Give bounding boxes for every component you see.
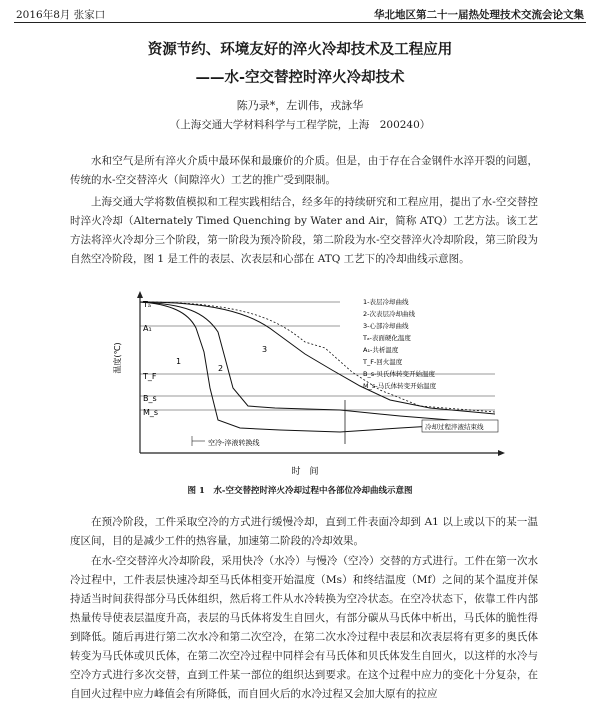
curve-label-3: 3 [262, 345, 268, 354]
legend-item: B_s-贝氏体转变开始温度 [363, 370, 435, 378]
cooling-curve-figure [100, 288, 510, 483]
paragraph-atq-method: 上海交通大学将数值模拟和工程实践相结合，经多年的持续研究和工程应用，提出了水-空交替控时淬火冷却（Alternately Timed Quenching by Water and Air，简称 ATQ）工艺方法。该工艺方法将淬火冷却分三个阶段，第一阶段为预冷阶段，第二阶段为水-空交替淬火冷却阶段，第三阶段为自然空冷阶段，图 1 是工件的表层、次表层和心部在 ATQ 工艺下的冷却曲线示意图。 [70, 196, 538, 265]
curve-3-core [140, 302, 495, 414]
legend-item: 1-表层冷却曲线 [363, 298, 409, 306]
curve-1-surface [140, 302, 495, 432]
figure-caption: 图 1 水-空交替控时淬火冷却过程中各部位冷却曲线示意图 [187, 486, 413, 496]
legend-item: T_F-回火温度 [363, 358, 403, 366]
legend-item: 2-次表层冷却曲线 [363, 310, 415, 318]
legend-item: A₁-共析温度 [363, 346, 399, 354]
header-proceedings-title: 华北地区第二十一届热处理技术交流会论文集 [374, 9, 584, 21]
curve-2-subsurface [140, 302, 495, 422]
x-axis-arrow [498, 450, 505, 456]
header-date-location: 2016年8月 张家口 [16, 9, 106, 21]
legend-item: M_s-马氏体转变开始温度 [363, 382, 437, 390]
affiliation: （上海交通大学材料科学与工程学院，上海 200240） [169, 119, 431, 131]
paper-title: 资源节约、环境友好的淬火冷却技术及工程应用 [147, 42, 453, 58]
curve-dashed [140, 302, 495, 412]
marker-a1: A₁ [143, 324, 152, 333]
y-axis-label: 温度(℃) [113, 342, 122, 374]
marker-bs: B_s [143, 394, 157, 403]
x-axis-label: 时 间 [291, 467, 319, 477]
paragraph-alternating-stage: 在水-空交替淬火冷却阶段，采用快冷（水冷）与慢冷（空冷）交替的方式进行。工件在第一次水冷过程中，工件表层快速冷却至马氏体相变开始温度（Ms）和终结温度（Mf）之间的某个温度并保持适当时间获得部分马氏体组织，然后将工件从水冷转换为空冷状态。在空冷状态下，依靠工件内部热量传导使表层温度升高，表层的马氏体将发生自回火，有部分碳从马氏体中析出，马氏体的脆性得到降低。随后再进行第二次水冷和第二次空冷，在第二次水冷过程中表层和次表层将有更多的奥氏体转变为马氏体或贝氏体，在第二次空冷过程中同样会有马氏体和贝氏体发生自回火，以这样的水冷与空冷方式进行多次交替，直到工件某一部位的组织达到要求。在这个过程中应力的变化十分复杂，在自回火过程中应力峰值会有所降低，而自回火后的水冷过程又会加大原有的拉应 [70, 555, 538, 700]
paragraph-intro: 水和空气是所有淬火介质中最环保和最廉价的介质。但是，由于存在合金钢件水淬开裂的问题，传统的水-空交替淬火（间隙淬火）工艺的推广受到限制。 [70, 155, 538, 186]
paper-subtitle: ——水-空交替控时淬火冷却技术 [195, 70, 405, 86]
curve-label-1: 1 [176, 357, 182, 366]
curve-label-2: 2 [218, 364, 224, 373]
legend-item: 3-心部冷却曲线 [363, 322, 409, 330]
paragraph-precool: 在预冷阶段，工件采取空冷的方式进行缓慢冷却，直到工件表面冷却到 A1 以上或以下的某一温度区间，目的是减少工件的热容量，加速第二阶段的冷却效果。 [70, 516, 538, 547]
authors: 陈乃录*，左训伟，戎詠华 [236, 99, 364, 112]
y-axis-arrow [137, 291, 143, 298]
marker-tf: T_F [143, 372, 157, 381]
running-header [14, 6, 586, 23]
annotation-end-line: 冷却过程淬液结束线 [425, 423, 484, 431]
annotation-switch-line: 空冷-淬液转换线 [208, 439, 260, 447]
marker-ta: Tₐ [143, 300, 152, 309]
legend-item: Tₐ-表面硬化温度 [363, 334, 411, 342]
marker-ms: M_s [143, 408, 159, 417]
